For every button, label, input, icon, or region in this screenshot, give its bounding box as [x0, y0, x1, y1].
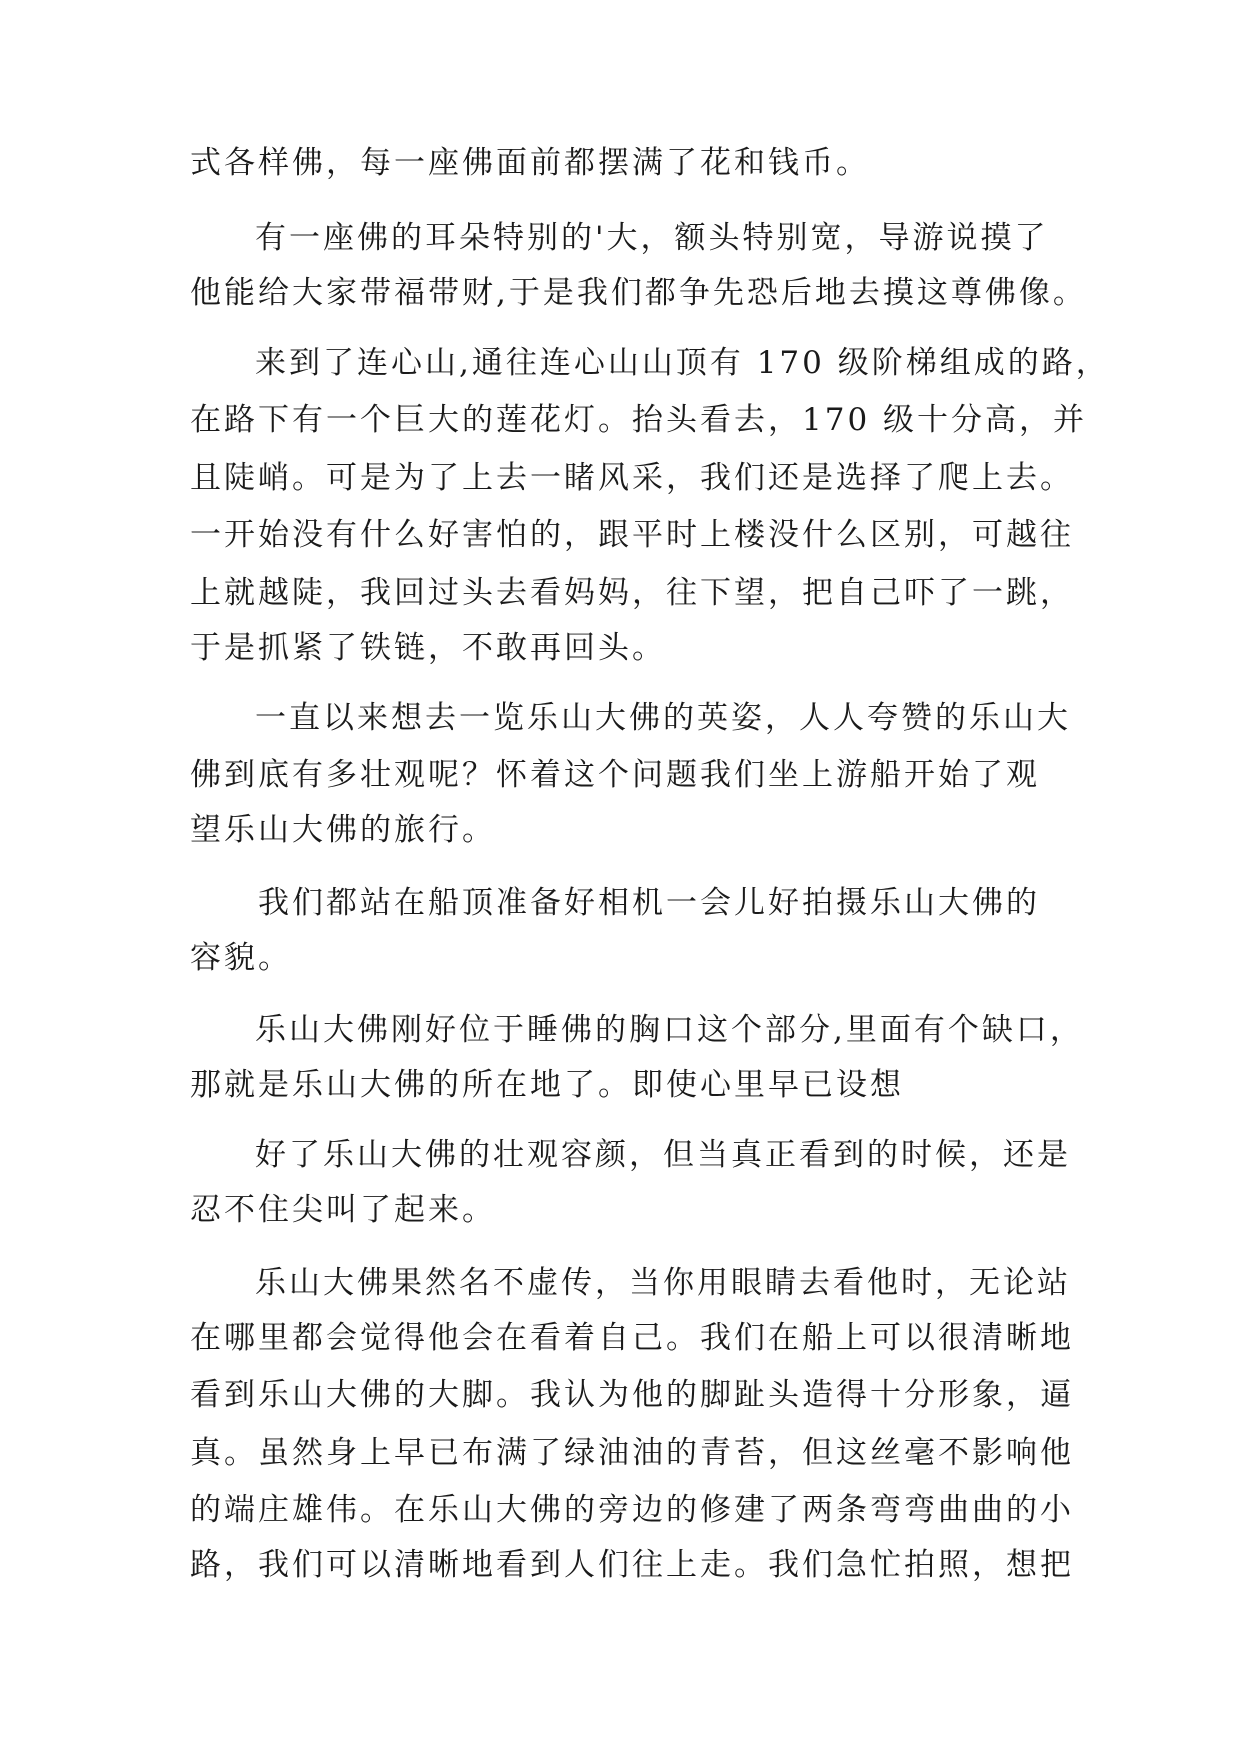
text-line: 且陡峭。可是为了上去一睹风采，我们还是选择了爬上去。: [190, 460, 1074, 496]
text-line: 容貌。: [190, 940, 292, 976]
text-line: 他能给大家带福带财,于是我们都争先恐后地去摸这尊佛像。: [190, 275, 1087, 311]
text-line: 于是抓紧了铁链，不敢再回头。: [190, 630, 666, 666]
text-line: 真。虽然身上早已布满了绿油油的青苔，但这丝毫不影响他: [190, 1435, 1074, 1471]
text-line: 一开始没有什么好害怕的，跟平时上楼没什么区别，可越往: [190, 517, 1074, 553]
text-line: 的端庄雄伟。在乐山大佛的旁边的修建了两条弯弯曲曲的小: [190, 1492, 1074, 1528]
text-line: 路，我们可以清晰地看到人们往上走。我们急忙拍照，想把: [190, 1547, 1074, 1583]
text-line: 佛到底有多壮观呢？怀着这个问题我们坐上游船开始了观: [190, 757, 1040, 793]
text-line: 忍不住尖叫了起来。: [190, 1192, 496, 1228]
text-line: 乐山大佛果然名不虚传，当你用眼睛去看他时，无论站: [255, 1265, 1071, 1301]
text-line: 有一座佛的耳朵特别的'大，额头特别宽，导游说摸了: [255, 220, 1049, 256]
text-line: 在哪里都会觉得他会在看着自己。我们在船上可以很清晰地: [190, 1320, 1074, 1356]
text-line: 好了乐山大佛的壮观容颜，但当真正看到的时候，还是: [255, 1137, 1071, 1173]
text-line: 望乐山大佛的旅行。: [190, 812, 496, 848]
text-line: 我们都站在船顶准备好相机一会儿好拍摄乐山大佛的: [258, 885, 1040, 921]
text-line: 看到乐山大佛的大脚。我认为他的脚趾头造得十分形象，逼: [190, 1377, 1074, 1413]
text-line: 上就越陡，我回过头去看妈妈，往下望，把自己吓了一跳，: [190, 575, 1074, 611]
text-line: 在路下有一个巨大的莲花灯。抬头看去，170 级十分高，并: [190, 402, 1088, 438]
text-line: 那就是乐山大佛的所在地了。即使心里早已设想: [190, 1067, 904, 1103]
text-line: 一直以来想去一览乐山大佛的英姿，人人夸赞的乐山大: [255, 700, 1071, 736]
text-line: 来到了连心山,通往连心山山顶有 170 级阶梯组成的路，: [255, 345, 1110, 381]
text-line: 乐山大佛刚好位于睡佛的胸口这个部分,里面有个缺口，: [255, 1012, 1084, 1048]
text-line: 式各样佛，每一座佛面前都摆满了花和钱币。: [190, 145, 870, 181]
